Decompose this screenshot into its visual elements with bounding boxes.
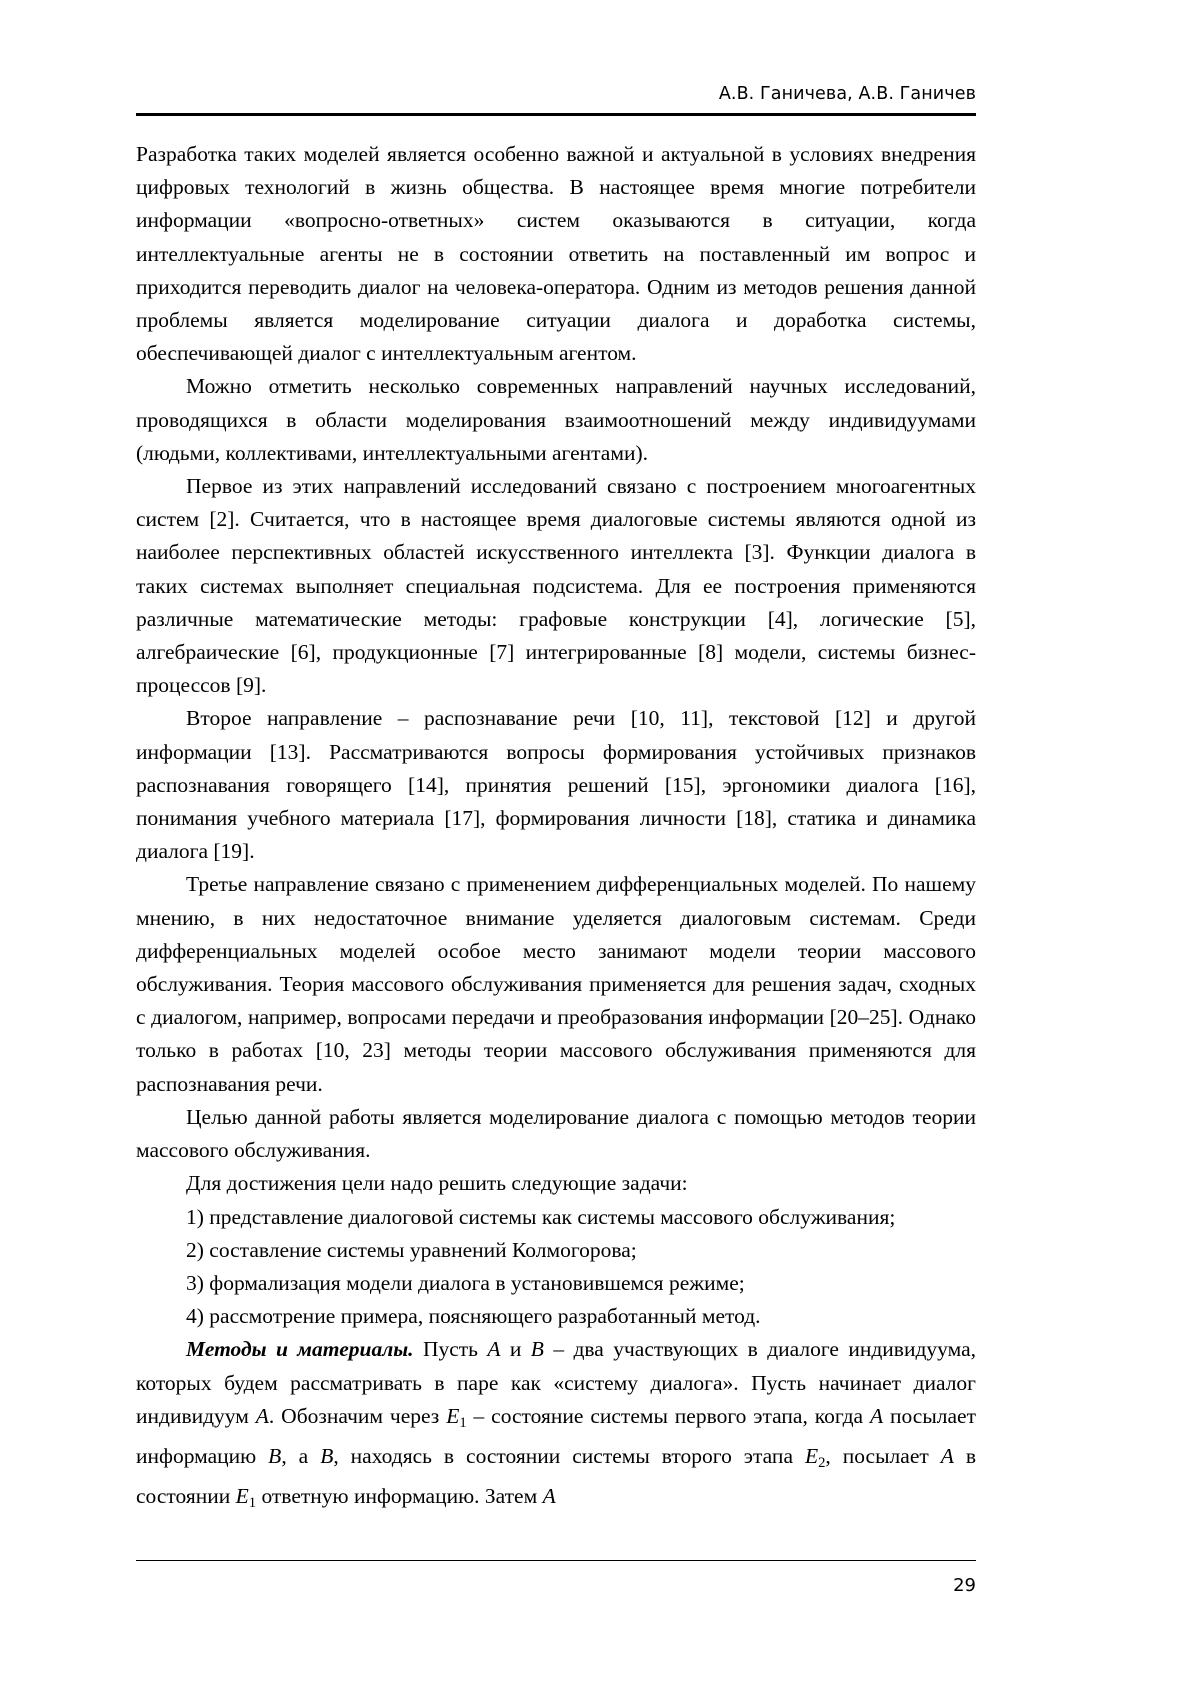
math-variable: E [804,1444,819,1468]
text-run: – состояние системы первого этапа, когда [466,1403,870,1428]
text-run: в состоянии [136,1444,976,1509]
page-number: 29 [953,1575,976,1596]
text-run: , находясь в состоянии системы второго этапа [333,1444,805,1468]
body-paragraph: Целью данной работы является моделирование диалога с помощью методов теории массового обслуживания. [136,1104,976,1163]
header-rule [136,113,976,116]
math-variable: E [446,1403,460,1428]
article-body [136,138,976,1521]
body-paragraph: 4) рассмотрение примера, поясняющего разработанный метод. [186,1304,761,1329]
math-variable: B [320,1444,334,1468]
text-run: и [500,1337,531,1362]
body-paragraph: Разработка таких моделей является особенно важной и актуальной в условиях внедрения цифровых технологий в жизнь общества. В настоящее время многие потребители информации «вопросно-ответных» систем оказываются в ситуации, когда интеллектуальные агенты не в состоянии ответить на поставленный им вопрос и приходится переводить диалог на человека-оператора. Одним из методов решения данной проблемы является моделирование ситуации диалога и доработка системы, обеспечивающей диалог с интеллектуальным агентом. [136,142,976,366]
body-paragraph: 2) составление системы уравнений Колмогорова; [186,1237,637,1262]
section-runin-title: Методы и материалы. [186,1337,414,1362]
math-variable: A [487,1337,501,1362]
text-run: Пусть [413,1337,488,1362]
math-subscript: 1 [459,1414,467,1431]
body-paragraph: Третье направление связано с применением дифференциальных моделей. По нашему мнению, в них недостаточное внимание уделяется диалоговым системам. Среди дифференциальных моделей особое место занимают модели теории массового обслуживания. Теория массового обслуживания применяется для решения задач, сходных с диалогом, например, вопросами передачи и преобразования информации [20–25]. Однако только в работах [10, 23] методы теории массового обслуживания применяются для распознавания речи. [136,872,976,1096]
math-subscript: 1 [248,1495,257,1512]
math-variable: E [235,1484,249,1509]
math-subscript: 2 [818,1455,826,1472]
text-run: , посылает [825,1444,941,1468]
body-paragraph: 1) представление диалоговой системы как системы массового обслуживания; [186,1204,896,1229]
text-run: . Обозначим через [268,1403,447,1428]
body-paragraph: 3) формализация модели диалога в установившемся режиме; [186,1270,745,1295]
running-head: А.В. Ганичева, А.В. Ганичев [718,84,976,104]
body-paragraph: Второе направление – распознавание речи [10, 11], текстовой [12] и другой информации [13]. Рассматриваются вопросы формирования устойчивых признаков распознавания говорящего [14], принятия решений [15], эргономики диалога [16], понимания учебного материала [17], формирования личности [18], статика и динамика диалога [19]. [136,706,976,864]
math-variable: B [530,1337,544,1362]
page-content [136,0,976,1521]
math-variable: A [869,1403,884,1428]
text-run: посылает информацию [136,1403,976,1468]
text-run: ответную информацию. Затем [256,1484,543,1509]
math-variable: A [255,1403,269,1428]
body-paragraph: Первое из этих направлений исследований связано с построением многоагентных систем [2]. Считается, что в настоящее время диалоговые системы являются одной из наиболее перспективных областей искусственного интеллекта [3]. Функции диалога в таких системах выполняет специальная подсистема. Для ее построения применяются различные математические методы: графовые конструкции [4], логические [5], алгебраические [6], продукционные [7] интегрированные [8] модели, системы бизнес-процессов [9]. [136,474,976,698]
text-run: – два участвующих в диалоге индивидуума, которых будем рассматривать в паре как «систему диалога». Пусть начинает диалог индивидуум [136,1337,976,1428]
math-variable: A [940,1444,954,1468]
math-variable: A [542,1484,556,1509]
body-paragraph: Можно отметить несколько современных направлений научных исследований, проводящихся в области моделирования взаимоотношений между индивидуумами (людьми, коллективами, интеллектуальными агентами). [136,374,976,465]
methods-paragraph [136,1333,976,1520]
text-run: , а [281,1444,321,1468]
footer-rule [136,1560,976,1561]
math-variable: B [268,1444,282,1468]
body-paragraph: Для достижения цели надо решить следующие задачи: [186,1171,688,1196]
